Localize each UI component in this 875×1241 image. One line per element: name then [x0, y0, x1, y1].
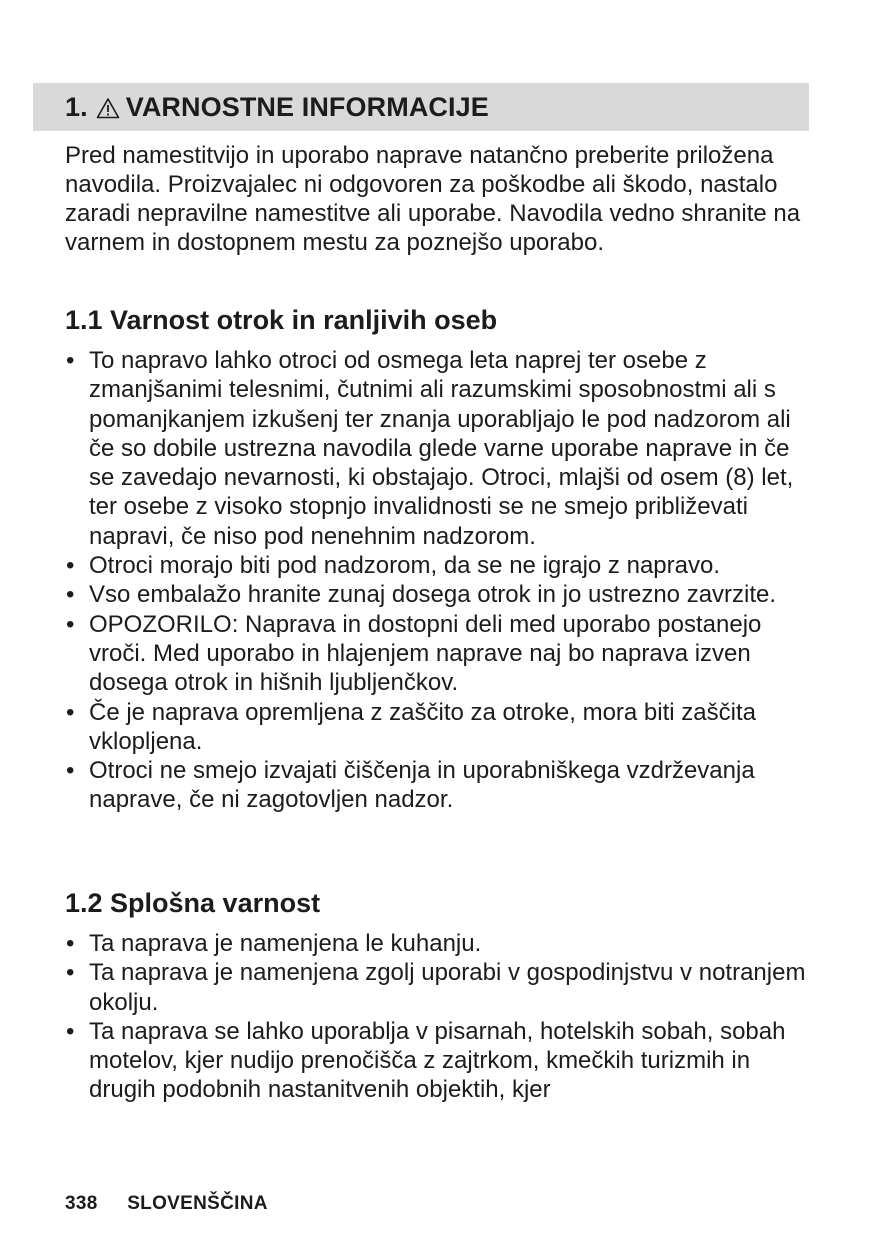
list-item: • Vso embalažo hranite zunaj dosega otrok in jo ustrezno zavrzite. [65, 580, 815, 609]
page-footer [65, 1193, 268, 1215]
warning-triangle-icon [96, 97, 120, 119]
list-item: • Ta naprava je namenjena le kuhanju. [65, 929, 815, 958]
section-title: VARNOSTNE INFORMACIJE [125, 91, 489, 122]
list-item: • Ta naprava je namenjena zgolj uporabi v gospodinjstvu v notranjem okolju. [65, 958, 815, 1017]
child-safety-list [65, 346, 815, 815]
subsection-title-general-safety: 1.2 Splošna varnost [65, 888, 321, 918]
list-item: • OPOZORILO: Naprava in dostopni deli med uporabo postanejo vroči. Med uporabo in hlajenjem naprave naj bo naprava izven dosega otrok in hišnih ljubljenčkov. [65, 610, 815, 698]
section-number: 1. [65, 91, 88, 122]
general-safety-list [65, 929, 815, 1105]
list-item: • To napravo lahko otroci od osmega leta naprej ter osebe z zmanjšanimi telesnimi, čutnimi ali razumskimi sposobnostmi ali s pomanjkanjem izkušenj ter znanja uporabljajo le pod nadzorom ali če so dobile ustrezna navodila glede varne uporabe naprave in če se zavedajo nevarnosti, ki obstajajo. Otroci, mlajši od osem (8) let, ter osebe z visoko stopnjo invalidnosti se ne smejo približevati napravi, če niso pod nenehnim nadzorom. [65, 346, 815, 551]
list-item: • Otroci ne smejo izvajati čiščenja in uporabniškega vzdrževanja naprave, če ni zagotovljen nadzor. [65, 756, 815, 815]
intro-paragraph: Pred namestitvijo in uporabo naprave natančno preberite priložena navodila. Proizvajalec ni odgovoren za poškodbe ali škodo, nastalo zaradi nepravilne namestitve ali uporabe. Navodila vedno shranite na varnem in dostopnem mestu za poznejšo uporabo. [65, 142, 801, 256]
section-header [33, 83, 809, 131]
page-number: 338 [65, 1193, 98, 1214]
list-item: • Ta naprava se lahko uporablja v pisarnah, hotelskih sobah, sobah motelov, kjer nudijo prenočišča z zajtrkom, kmečkih turizmih in drugih podobnih nastanitvenih objektih, kjer [65, 1017, 815, 1105]
list-item: • Otroci morajo biti pod nadzorom, da se ne igrajo z napravo. [65, 551, 815, 580]
subsection-title-child-safety: 1.1 Varnost otrok in ranljivih oseb [65, 305, 498, 335]
list-item: • Če je naprava opremljena z zaščito za otroke, mora biti zaščita vklopljena. [65, 698, 815, 757]
footer-language: SLOVENŠČINA [127, 1193, 268, 1214]
